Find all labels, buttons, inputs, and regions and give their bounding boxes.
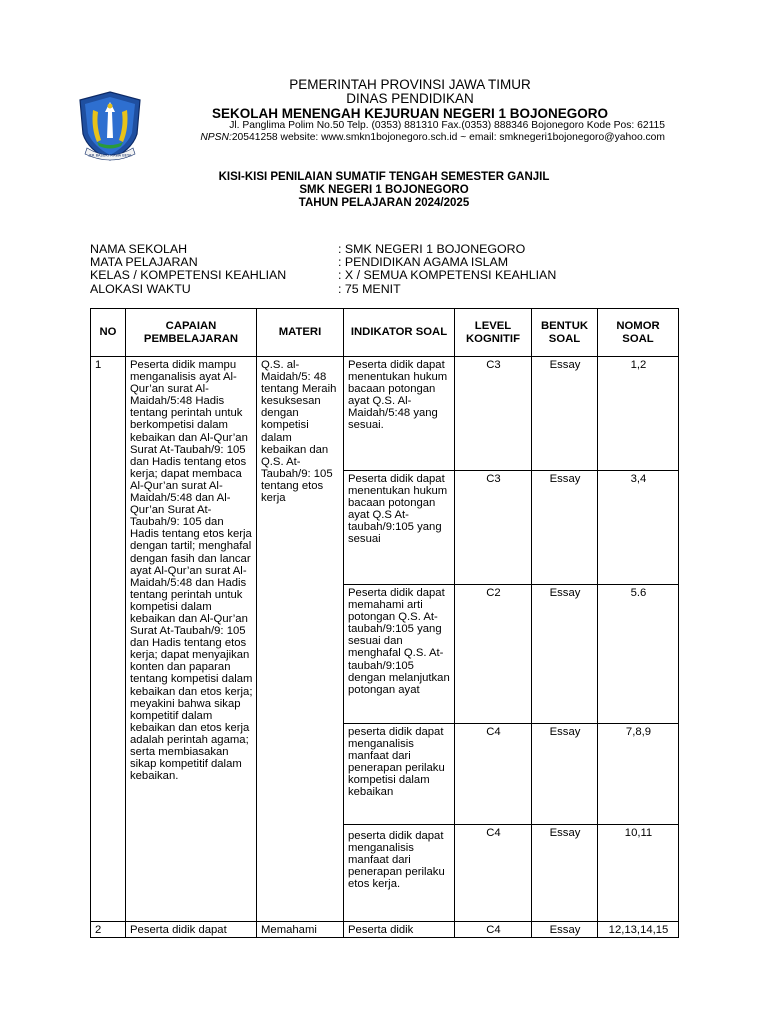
header-materi: MATERI — [257, 309, 344, 357]
info-value: : 75 MENIT — [338, 281, 401, 296]
bentuk-cell: Essay — [532, 585, 598, 724]
department-name: DINAS PENDIDIKAN — [346, 91, 474, 106]
kisi-kisi-table — [90, 308, 679, 938]
nomor-cell: 7,8,9 — [598, 724, 679, 825]
info-label: NAMA SEKOLAH — [90, 242, 188, 256]
info-value: : X / SEMUA KOMPETENSI KEAHLIAN — [338, 268, 557, 283]
title-line-1: KISI-KISI PENILAIAN SUMATIF TENGAH SEMESTER GANJIL — [218, 171, 550, 183]
level-cell: C4 — [455, 724, 532, 825]
capaian-cell: Peserta didik dapat — [126, 922, 257, 938]
indikator-cell: Peserta didik — [344, 922, 455, 938]
materi-cell: Q.S. al-Maidah/5: 48 tentang Meraih kesuksesan dengan kompetisi dalam kebaikan dan Q.S. At-Taubah/9: 105 tentang etos kerja — [257, 357, 344, 922]
info-value: : PENDIDIKAN AGAMA ISLAM — [338, 255, 509, 270]
level-cell: C2 — [455, 585, 532, 724]
info-label: KELAS / KOMPETENSI KEAHLIAN — [90, 268, 287, 283]
province-name: PEMERINTAH PROVINSI JAWA TIMUR — [289, 77, 531, 92]
document-title — [0, 171, 768, 210]
table-header-row — [91, 309, 679, 357]
bentuk-cell: Essay — [532, 825, 598, 922]
level-cell: C4 — [455, 922, 532, 938]
letterhead — [0, 0, 768, 160]
header-nomor: NOMOR SOAL — [598, 309, 679, 357]
east-java-emblem-icon — [77, 90, 143, 162]
school-name: SEKOLAH MENENGAH KEJURUAN NEGERI 1 BOJONEGORO — [211, 106, 609, 121]
info-label: MATA PELAJARAN — [90, 255, 198, 270]
nomor-cell: 3,4 — [598, 471, 679, 585]
table-row — [91, 357, 679, 471]
nomor-cell: 12,13,14,15 — [598, 922, 679, 938]
info-label: ALOKASI WAKTU — [90, 281, 191, 296]
info-value: : SMK NEGERI 1 BOJONEGORO — [338, 242, 526, 256]
letterhead-heading — [150, 77, 670, 121]
title-line-2: SMK NEGERI 1 BOJONEGORO — [299, 184, 469, 196]
materi-cell: Memahami — [257, 922, 344, 938]
indikator-cell: peserta didik dapat menganalisis manfaat dari penerapan perilaku kompetisi dalam kebaikan — [344, 724, 455, 825]
school-contact — [150, 120, 665, 144]
school-npsn-line — [150, 132, 665, 144]
nomor-cell: 5.6 — [598, 585, 679, 724]
bentuk-cell: Essay — [532, 922, 598, 938]
npsn-label: NPSN: — [200, 132, 232, 143]
indikator-cell: Peserta didik dapat memahami arti potongan Q.S. At-taubah/9:105 yang sesuai dan menghafal Q.S. At-taubah/9:105 dengan melanjutkan potongan ayat — [344, 585, 455, 724]
level-cell: C3 — [455, 471, 532, 585]
level-cell: C3 — [455, 357, 532, 471]
title-line-3: TAHUN PELAJARAN 2024/2025 — [298, 197, 470, 209]
header-no: NO — [91, 309, 126, 357]
indikator-cell: Peserta didik dapat menentukan hukum bacaan potongan ayat Q.S At-taubah/9:105 yang sesuai — [344, 471, 455, 585]
header-indikator: INDIKATOR SOAL — [344, 309, 455, 357]
bentuk-cell: Essay — [532, 471, 598, 585]
indikator-cell: peserta didik dapat menganalisis manfaat dari penerapan perilaku etos kerja. — [344, 825, 455, 922]
nomor-cell: 10,11 — [598, 825, 679, 922]
table-row — [91, 922, 679, 938]
indikator-cell: Peserta didik dapat menentukan hukum bacaan potongan ayat Q.S. Al-Maidah/5:48 yang sesuai. — [344, 357, 455, 471]
level-cell: C4 — [455, 825, 532, 922]
header-level: LEVEL KOGNITIF — [455, 309, 532, 357]
school-address: Jl. Panglima Polim No.50 Telp. (0353) 881310 Fax.(0353) 888346 Bojonegoro Kode Pos: 62115 — [229, 120, 665, 131]
nomor-cell: 1,2 — [598, 357, 679, 471]
svg-text:JER BASUKI MAWA BEYA: JER BASUKI MAWA BEYA — [88, 153, 132, 158]
row-number: 1 — [91, 357, 126, 922]
capaian-cell: Peserta didik mampu menganalisis ayat Al-Qur’an surat Al-Maidah/5:48 Hadis tentang perintah untuk berkompetisi dalam kebaikan dan Al-Qur’an Surat At-Taubah/9: 105 dan Hadis tentang etos kerja; dapat membaca Al-Qur’an surat Al-Maidah/5:48 dan Al-Qur’an Surat At-Taubah/9: 105 dan Hadis tentang etos kerja dengan tartil; menghafal dengan fasih dan lancar ayat Al-Qur’an surat Al-Maidah/5:48 dan Hadis tentang perintah untuk kompetisi dalam kebaikan dan Al-Qur’an Surat At-Taubah/9: 105 dan Hadis tentang etos kerja; dapat menyajikan konten dan paparan tentang kompetisi dalam kebaikan dan etos kerja; meyakini bahwa sikap kompetitif dalam kebaikan dan etos kerja adalah perintah agama; serta membiasakan sikap kompetitif dalam kebaikan. — [126, 357, 257, 922]
npsn-website-email: 20541258 website: www.smkn1bojonegoro.sch.id ~ email: smknegeri1bojonegoro@yahoo.com — [231, 132, 665, 143]
bentuk-cell: Essay — [532, 724, 598, 825]
bentuk-cell: Essay — [532, 357, 598, 471]
header-bentuk: BENTUK SOAL — [532, 309, 598, 357]
row-number: 2 — [91, 922, 126, 938]
header-capaian: CAPAIAN PEMBELAJARAN — [126, 309, 257, 357]
